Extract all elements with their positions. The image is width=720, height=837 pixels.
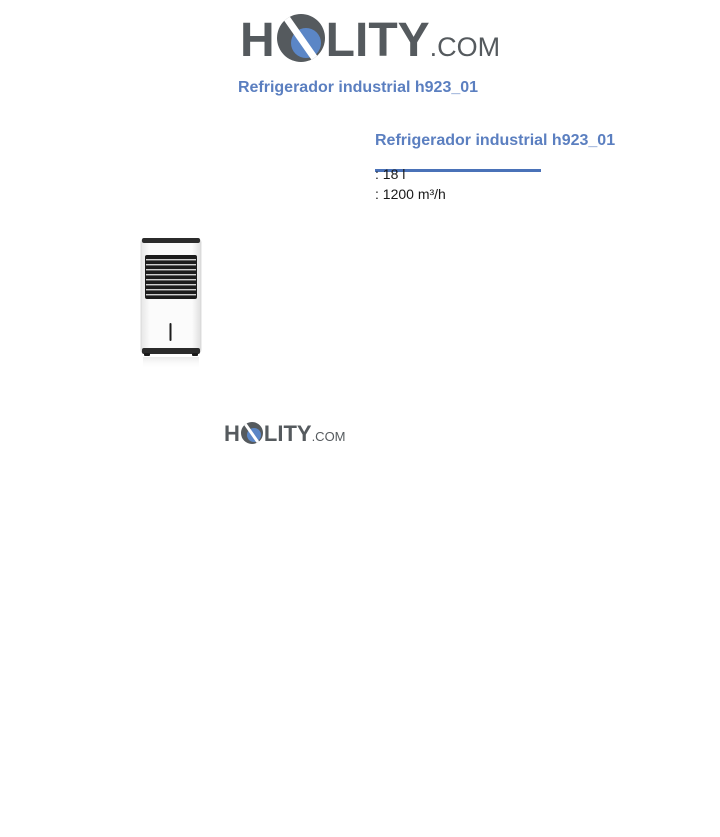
logo-letters-lity: LITY xyxy=(263,421,312,446)
logo-dotcom: .COM xyxy=(429,32,501,62)
logo-dotcom: .COM xyxy=(311,429,346,444)
holity-logo-header xyxy=(240,8,500,69)
logo-letters-lity: LITY xyxy=(325,14,430,67)
logo-o-icon xyxy=(241,422,263,444)
logo-letter-h: H xyxy=(224,421,240,446)
product-title: Refrigerador industrial h923_01 xyxy=(375,132,616,149)
spec-capacity: : 18 l xyxy=(375,166,406,182)
logo-letter-h: H xyxy=(240,14,275,67)
page-title: Refrigerador industrial h923_01 xyxy=(237,79,479,96)
logo-o-icon xyxy=(277,14,325,62)
spec-airflow: : 1200 m³/h xyxy=(375,186,446,202)
holity-logo-footer xyxy=(224,419,346,447)
air-cooler-image xyxy=(140,237,202,369)
